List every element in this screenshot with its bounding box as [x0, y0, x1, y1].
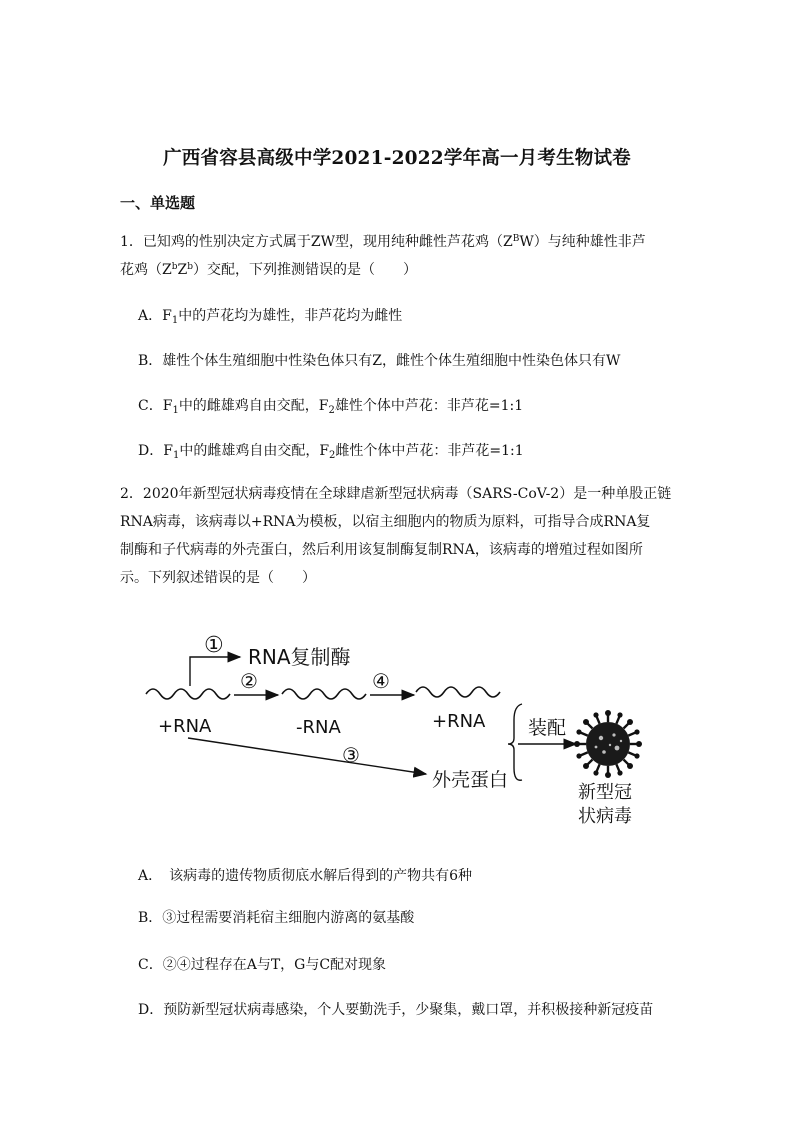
question-2-option-d[interactable]: D．预防新型冠状病毒感染，个人要勤洗手，少聚集，戴口罩，并积极接种新冠疫苗	[138, 1002, 654, 1018]
plus-rna-strand-2	[416, 687, 500, 697]
label-step-1: ①	[204, 633, 224, 658]
plus-rna-strand-1	[146, 689, 230, 699]
coronavirus-icon	[574, 710, 642, 778]
label-plus-rna-1: +RNA	[158, 716, 212, 737]
label-minus-rna: -RNA	[296, 717, 341, 738]
label-virus-2: 状病毒	[578, 806, 632, 827]
arrow-step-1	[190, 657, 240, 686]
label-step-4: ④	[372, 669, 390, 693]
question-1-option-c[interactable]: C．$F_1$中的雌雄鸡自由交配，$F_2$雄性个体中芦花：非芦花=1:1	[138, 398, 524, 416]
question-2-option-a[interactable]: A． 该病毒的遗传物质彻底水解后得到的产物共有6种	[138, 868, 473, 884]
label-coat-protein: 外壳蛋白	[432, 769, 509, 791]
question-1-stem: 1．已知鸡的性别决定方式属于ZW型，现用纯种雌性芦花鸡$(Z^BW)$与纯种雄性非芦 花鸡$(Z^bZ^b)$交配，下列推测错误的是（ ）	[120, 234, 646, 278]
arrow-step-3	[188, 738, 426, 774]
label-rna-replicase: RNA复制酶	[248, 645, 351, 669]
question-2-stem: 2．2020年新型冠状病毒疫情在全球肆虐新型冠状病毒（SARS-CoV-2）是一种单股正链 RNA病毒，该病毒以+RNA为模板，以宿主细胞内的物质为原料，可指导合成RNA复 制酶和子代病毒的外壳蛋白，然后利用该复制酶复制RNA，该病毒的增殖过程如图所 示。下列叙述错误的是（ ）	[120, 486, 672, 586]
label-assemble: 装配	[528, 717, 567, 739]
question-2-option-b[interactable]: B．③过程需要消耗宿主细胞内游离的氨基酸	[138, 910, 415, 926]
label-step-3: ③	[342, 743, 360, 767]
virus-replication-diagram	[130, 626, 670, 836]
question-1-option-b[interactable]: B．雄性个体生殖细胞中性染色体只有Z，雌性个体生殖细胞中性染色体只有W	[138, 353, 621, 369]
label-virus-1: 新型冠	[578, 782, 632, 803]
label-step-2: ②	[240, 669, 258, 693]
question-2-option-c[interactable]: C．②④过程存在A与T，G与C配对现象	[138, 957, 387, 973]
minus-rna-strand	[282, 689, 366, 699]
section-heading: 一、单选题	[120, 194, 196, 212]
page-title: 广西省容县高级中学2021-2022学年高一月考生物试卷	[163, 148, 631, 169]
assembly-bracket	[508, 704, 522, 780]
question-1-option-a[interactable]: A．$F_1$中的芦花均为雄性，非芦花均为雌性	[138, 308, 403, 326]
question-1-option-d[interactable]: D．$F_1$中的雌雄鸡自由交配，$F_2$雌性个体中芦花：非芦花=1:1	[138, 443, 524, 461]
label-plus-rna-2: +RNA	[432, 711, 486, 732]
